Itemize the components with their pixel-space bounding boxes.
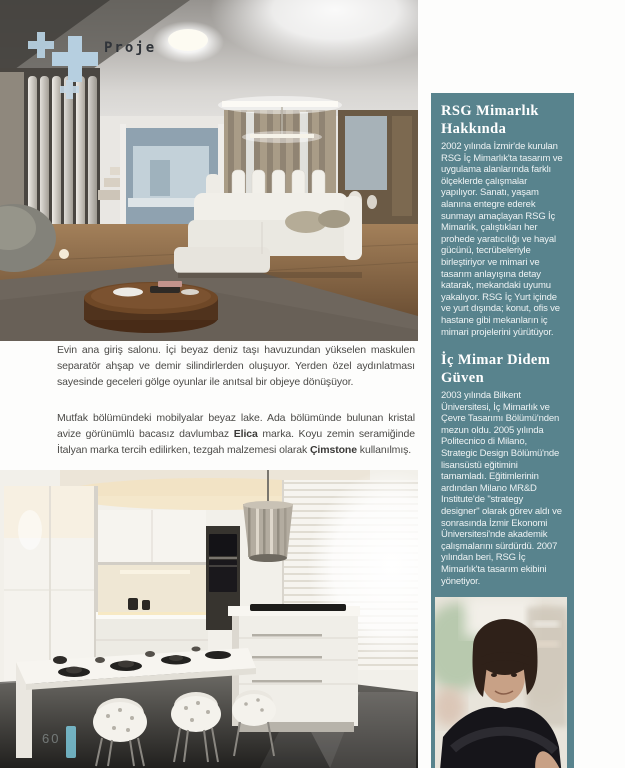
page-marker-bar <box>66 726 76 758</box>
caption-kitchen-post: kullanılmış. <box>356 444 412 456</box>
plus-icon <box>60 80 79 99</box>
caption-living-room: Evin ana giriş salonu. İçi beyaz deniz taşı havuzundan yükselen maskulen separatör ahşap ve demir silindirlerden oluşuyor. Yerden özel aydınlatması sayesinde geceleri gölge oyunlar ile anıtsal bir objeye dönüşüyor. <box>57 344 415 388</box>
logo-text: Proje <box>104 40 157 56</box>
kitchen-illustration <box>0 470 418 768</box>
proje-logo <box>24 26 174 104</box>
portrait-illustration <box>435 597 567 768</box>
sidebar-body-rsg: 2002 yılında İzmir'de kurulan RSG İç Mimarlık'ta tasarım ve uygulama alanlarında farklı ölçeklerde çalışmalar yapılıyor. Sanatı, yaşam alanına entegre ederek sunmayı amaçlayan RSG İç Mimarlık, çalıştıkları her prohede yaratıcılığı ve hayal gücünü, tecrübeleriyle birleştiriyor ve mimari ve tasarım anlayışına detay katarak, mekandaki uyumu yakalıyor. RSG İç Yurt içinde ve yurt dışında; konut, ofis ve hastane gibi mekanların iç mimari projelerini yürütüyor. <box>441 141 563 338</box>
plus-icon <box>28 32 54 58</box>
sidebar-body-didem: 2003 yılında Bilkent Üniversitesi, İç Mimarlık ve Çevre Tasarımı Bölümü'nden mezun oldu. 2005 yılında Politecnico di Milano, Strategic Design Bölümü'nde lisansüstü eğitimini tamamladı. Eğitimlerinin ardından Milano MR&D Institute'de "strategy designer" olarak görev aldı ve sonrasında İzmir Ekonomi Üniversitesi'nde akademik çalışmalarını sürdürdü. 2007 yılından beri, RSG İç Mimarlık'ta tasarım ekibini yönetiyor. <box>441 390 562 587</box>
coffee-table <box>84 281 218 333</box>
sidebar-title-rsg: RSG Mimarlık Hakkında <box>441 103 539 137</box>
kitchen-photo <box>0 470 418 768</box>
plus-icon <box>52 36 98 82</box>
brand-elica: Elica <box>233 428 258 440</box>
sidebar-title-didem: İç Mimar Didem Güven <box>441 352 551 387</box>
caption-kitchen-mid: marka. Koyu zemin seramiğinde İtalyan marka tercih edilirken, tezgah malzemesi olarak <box>57 428 415 456</box>
page-number: 60 <box>42 731 61 746</box>
didem-guven-portrait <box>435 597 567 768</box>
info-sidebar <box>431 93 574 768</box>
caption-kitchen <box>57 410 415 458</box>
caption-kitchen-pre: Mutfak bölümündeki mobilyalar beyaz lake. Ada bölümünde bulunan kristal avize görünümlü bacasız davlumbaz <box>57 412 415 440</box>
living-room-photo <box>0 0 418 341</box>
tall-cabinet <box>4 486 98 682</box>
brand-cimstone: Çimstone <box>309 444 357 456</box>
